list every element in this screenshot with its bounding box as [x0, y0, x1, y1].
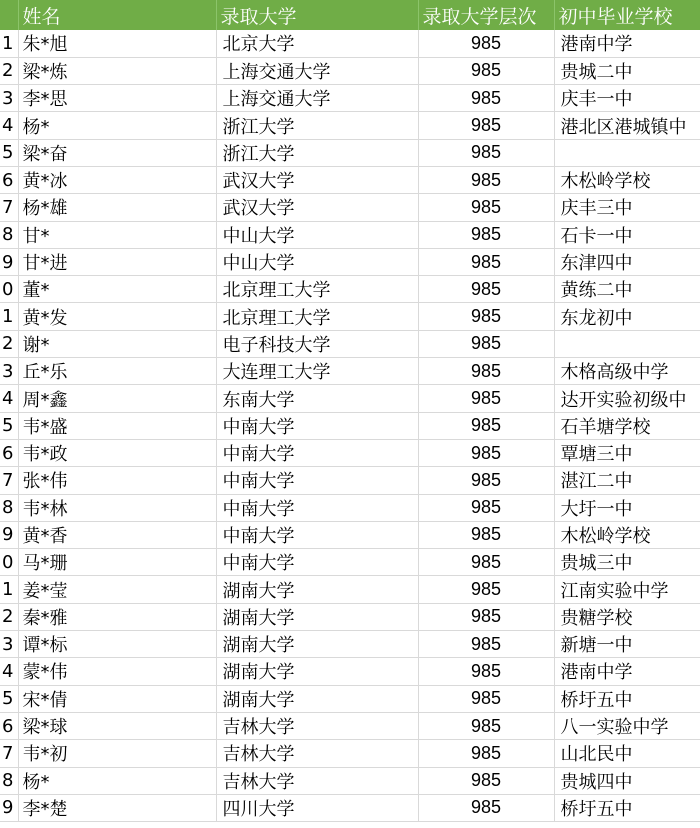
row-index-cell[interactable]: 7	[0, 740, 18, 767]
row-index-cell[interactable]: 1	[0, 303, 18, 330]
middle-school-cell[interactable]: 石卡一中	[554, 221, 700, 248]
student-name-cell[interactable]: 黄*发	[18, 303, 216, 330]
university-level-cell[interactable]: 985	[418, 794, 554, 821]
table-row[interactable]	[0, 85, 700, 112]
row-index-cell[interactable]: 5	[0, 685, 18, 712]
row-index-cell[interactable]: 6	[0, 712, 18, 739]
row-index-cell[interactable]: 5	[0, 139, 18, 166]
row-index-cell[interactable]: 4	[0, 658, 18, 685]
table-row[interactable]	[0, 712, 700, 739]
university-level-cell[interactable]: 985	[418, 494, 554, 521]
middle-school-cell[interactable]	[554, 330, 700, 357]
student-name-cell[interactable]: 韦*初	[18, 740, 216, 767]
row-index-cell[interactable]: 2	[0, 330, 18, 357]
student-name-cell[interactable]: 张*伟	[18, 467, 216, 494]
student-name-cell[interactable]: 甘*进	[18, 248, 216, 275]
table-row[interactable]	[0, 685, 700, 712]
row-index-cell[interactable]: 0	[0, 276, 18, 303]
university-cell[interactable]: 北京理工大学	[216, 303, 418, 330]
student-name-cell[interactable]: 杨*	[18, 112, 216, 139]
middle-school-cell[interactable]: 桥圩五中	[554, 685, 700, 712]
table-row[interactable]	[0, 330, 700, 357]
table-row[interactable]	[0, 358, 700, 385]
middle-school-cell[interactable]: 江南实验中学	[554, 576, 700, 603]
university-cell[interactable]: 吉林大学	[216, 740, 418, 767]
middle-school-cell[interactable]: 贵城四中	[554, 767, 700, 794]
middle-school-cell[interactable]: 新塘一中	[554, 631, 700, 658]
table-row[interactable]	[0, 221, 700, 248]
university-level-cell[interactable]: 985	[418, 521, 554, 548]
university-cell[interactable]: 吉林大学	[216, 712, 418, 739]
table-row[interactable]	[0, 549, 700, 576]
university-cell[interactable]: 中山大学	[216, 221, 418, 248]
table-row[interactable]	[0, 576, 700, 603]
row-index-cell[interactable]: 6	[0, 166, 18, 193]
table-row[interactable]	[0, 276, 700, 303]
header-level: 录取大学层次	[418, 0, 554, 30]
middle-school-cell[interactable]: 山北民中	[554, 740, 700, 767]
row-index-cell[interactable]: 9	[0, 794, 18, 821]
university-level-cell[interactable]: 985	[418, 631, 554, 658]
university-cell[interactable]: 湖南大学	[216, 631, 418, 658]
university-cell[interactable]: 中南大学	[216, 494, 418, 521]
header-row	[0, 0, 700, 30]
university-level-cell[interactable]: 985	[418, 194, 554, 221]
student-name-cell[interactable]: 杨*	[18, 767, 216, 794]
table-row[interactable]	[0, 658, 700, 685]
student-name-cell[interactable]: 丘*乐	[18, 358, 216, 385]
middle-school-cell[interactable]: 黄练二中	[554, 276, 700, 303]
university-cell[interactable]: 电子科技大学	[216, 330, 418, 357]
table-row[interactable]	[0, 194, 700, 221]
university-level-cell[interactable]: 985	[418, 576, 554, 603]
table-row[interactable]	[0, 467, 700, 494]
university-level-cell[interactable]: 985	[418, 276, 554, 303]
table-row[interactable]	[0, 494, 700, 521]
university-level-cell[interactable]: 985	[418, 467, 554, 494]
university-cell[interactable]: 大连理工大学	[216, 358, 418, 385]
university-level-cell[interactable]: 985	[418, 303, 554, 330]
university-cell[interactable]: 北京理工大学	[216, 276, 418, 303]
middle-school-cell[interactable]: 港南中学	[554, 30, 700, 57]
student-name-cell[interactable]: 宋*倩	[18, 685, 216, 712]
middle-school-cell[interactable]: 桥圩五中	[554, 794, 700, 821]
table-row[interactable]	[0, 30, 700, 57]
university-cell[interactable]: 中南大学	[216, 521, 418, 548]
student-name-cell[interactable]: 朱*旭	[18, 30, 216, 57]
university-level-cell[interactable]: 985	[418, 112, 554, 139]
row-index-cell[interactable]: 1	[0, 576, 18, 603]
middle-school-cell[interactable]: 港北区港城镇中	[554, 112, 700, 139]
table-row[interactable]	[0, 740, 700, 767]
row-index-cell[interactable]: 8	[0, 494, 18, 521]
student-name-cell[interactable]: 梁*球	[18, 712, 216, 739]
student-name-cell[interactable]: 李*楚	[18, 794, 216, 821]
table-row[interactable]	[0, 248, 700, 275]
table-row[interactable]	[0, 521, 700, 548]
header-name: 姓名	[18, 0, 216, 30]
row-index-cell[interactable]: 6	[0, 439, 18, 466]
university-cell[interactable]: 浙江大学	[216, 112, 418, 139]
university-level-cell[interactable]: 985	[418, 385, 554, 412]
row-index-cell[interactable]: 8	[0, 221, 18, 248]
student-name-cell[interactable]: 蒙*伟	[18, 658, 216, 685]
student-name-cell[interactable]: 谢*	[18, 330, 216, 357]
university-level-cell[interactable]: 985	[418, 412, 554, 439]
middle-school-cell[interactable]: 木格高级中学	[554, 358, 700, 385]
student-name-cell[interactable]: 马*珊	[18, 549, 216, 576]
row-index-cell[interactable]: 9	[0, 521, 18, 548]
university-level-cell[interactable]: 985	[418, 30, 554, 57]
student-name-cell[interactable]: 黄*香	[18, 521, 216, 548]
student-name-cell[interactable]: 董*	[18, 276, 216, 303]
university-cell[interactable]: 湖南大学	[216, 576, 418, 603]
middle-school-cell[interactable]: 木松岭学校	[554, 166, 700, 193]
table-row[interactable]	[0, 303, 700, 330]
university-level-cell[interactable]: 985	[418, 603, 554, 630]
university-level-cell[interactable]: 985	[418, 248, 554, 275]
middle-school-cell[interactable]: 木松岭学校	[554, 521, 700, 548]
table-row[interactable]	[0, 631, 700, 658]
table-row[interactable]	[0, 439, 700, 466]
university-level-cell[interactable]: 985	[418, 57, 554, 84]
header-index	[0, 0, 18, 30]
row-index-cell[interactable]: 4	[0, 385, 18, 412]
university-level-cell[interactable]: 985	[418, 139, 554, 166]
row-index-cell[interactable]: 7	[0, 194, 18, 221]
middle-school-cell[interactable]: 石羊塘学校	[554, 412, 700, 439]
university-cell[interactable]: 中南大学	[216, 549, 418, 576]
university-level-cell[interactable]: 985	[418, 221, 554, 248]
table-row[interactable]	[0, 385, 700, 412]
university-cell[interactable]: 上海交通大学	[216, 85, 418, 112]
student-name-cell[interactable]: 李*思	[18, 85, 216, 112]
table-row[interactable]	[0, 166, 700, 193]
university-cell[interactable]: 中南大学	[216, 467, 418, 494]
middle-school-cell[interactable]: 贵糖学校	[554, 603, 700, 630]
university-level-cell[interactable]: 985	[418, 358, 554, 385]
table-row[interactable]	[0, 412, 700, 439]
row-index-cell[interactable]: 0	[0, 549, 18, 576]
row-index-cell[interactable]: 2	[0, 57, 18, 84]
student-name-cell[interactable]: 杨*雄	[18, 194, 216, 221]
header-university: 录取大学	[216, 0, 418, 30]
university-cell[interactable]: 中南大学	[216, 439, 418, 466]
student-name-cell[interactable]: 谭*标	[18, 631, 216, 658]
university-level-cell[interactable]: 985	[418, 685, 554, 712]
university-level-cell[interactable]: 985	[418, 658, 554, 685]
student-name-cell[interactable]: 梁*奋	[18, 139, 216, 166]
student-name-cell[interactable]: 甘*	[18, 221, 216, 248]
table-row[interactable]	[0, 112, 700, 139]
row-index-cell[interactable]: 9	[0, 248, 18, 275]
row-index-cell[interactable]: 7	[0, 467, 18, 494]
university-cell[interactable]: 中南大学	[216, 412, 418, 439]
student-name-cell[interactable]: 姜*莹	[18, 576, 216, 603]
table-row[interactable]	[0, 603, 700, 630]
table-row[interactable]	[0, 767, 700, 794]
university-cell[interactable]: 湖南大学	[216, 603, 418, 630]
middle-school-cell[interactable]	[554, 139, 700, 166]
middle-school-cell[interactable]: 湛江二中	[554, 467, 700, 494]
university-level-cell[interactable]: 985	[418, 439, 554, 466]
university-level-cell[interactable]: 985	[418, 166, 554, 193]
middle-school-cell[interactable]: 贵城三中	[554, 549, 700, 576]
university-cell[interactable]: 中山大学	[216, 248, 418, 275]
row-index-cell[interactable]: 8	[0, 767, 18, 794]
middle-school-cell[interactable]: 大圩一中	[554, 494, 700, 521]
middle-school-cell[interactable]: 庆丰一中	[554, 85, 700, 112]
table-row[interactable]	[0, 794, 700, 821]
middle-school-cell[interactable]: 庆丰三中	[554, 194, 700, 221]
university-cell[interactable]: 湖南大学	[216, 658, 418, 685]
middle-school-cell[interactable]: 港南中学	[554, 658, 700, 685]
student-name-cell[interactable]: 秦*雅	[18, 603, 216, 630]
table-row[interactable]	[0, 139, 700, 166]
university-cell[interactable]: 浙江大学	[216, 139, 418, 166]
student-name-cell[interactable]: 韦*盛	[18, 412, 216, 439]
university-cell[interactable]: 北京大学	[216, 30, 418, 57]
middle-school-cell[interactable]: 东津四中	[554, 248, 700, 275]
student-name-cell[interactable]: 黄*冰	[18, 166, 216, 193]
university-level-cell[interactable]: 985	[418, 740, 554, 767]
student-name-cell[interactable]: 梁*炼	[18, 57, 216, 84]
university-level-cell[interactable]: 985	[418, 712, 554, 739]
row-index-cell[interactable]: 2	[0, 603, 18, 630]
student-name-cell[interactable]: 韦*林	[18, 494, 216, 521]
university-level-cell[interactable]: 985	[418, 549, 554, 576]
university-cell[interactable]: 吉林大学	[216, 767, 418, 794]
student-name-cell[interactable]: 韦*政	[18, 439, 216, 466]
university-cell[interactable]: 武汉大学	[216, 166, 418, 193]
row-index-cell[interactable]: 3	[0, 358, 18, 385]
row-index-cell[interactable]: 5	[0, 412, 18, 439]
university-level-cell[interactable]: 985	[418, 330, 554, 357]
middle-school-cell[interactable]: 贵城二中	[554, 57, 700, 84]
university-cell[interactable]: 武汉大学	[216, 194, 418, 221]
university-cell[interactable]: 湖南大学	[216, 685, 418, 712]
university-level-cell[interactable]: 985	[418, 767, 554, 794]
university-cell[interactable]: 上海交通大学	[216, 57, 418, 84]
middle-school-cell[interactable]: 东龙初中	[554, 303, 700, 330]
middle-school-cell[interactable]: 达开实验初级中	[554, 385, 700, 412]
university-cell[interactable]: 东南大学	[216, 385, 418, 412]
row-index-cell[interactable]: 3	[0, 85, 18, 112]
middle-school-cell[interactable]: 八一实验中学	[554, 712, 700, 739]
table-row[interactable]	[0, 57, 700, 84]
row-index-cell[interactable]: 3	[0, 631, 18, 658]
middle-school-cell[interactable]: 覃塘三中	[554, 439, 700, 466]
university-level-cell[interactable]: 985	[418, 85, 554, 112]
row-index-cell[interactable]: 4	[0, 112, 18, 139]
student-name-cell[interactable]: 周*鑫	[18, 385, 216, 412]
header-school: 初中毕业学校	[554, 0, 700, 30]
university-cell[interactable]: 四川大学	[216, 794, 418, 821]
row-index-cell[interactable]: 1	[0, 30, 18, 57]
